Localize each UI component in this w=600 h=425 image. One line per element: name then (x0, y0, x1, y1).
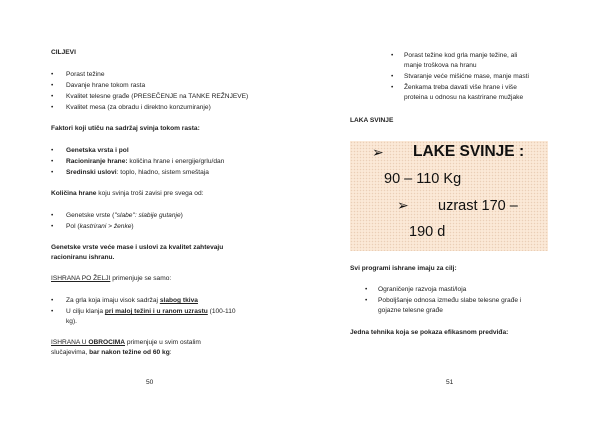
quantity-item: Genetske vrste ("slabe": slabije gutanje) (66, 212, 183, 219)
program-item-continuation: gojazne telesne građe (378, 307, 443, 314)
bullet-icon: • (51, 93, 54, 100)
program-item: Ograničenje razvoja masti/loja (378, 286, 467, 293)
bullet-icon: • (51, 82, 54, 89)
growth-item: Stvaranje veće mišićne mase, manje masti (404, 73, 529, 80)
genetic-paragraph-line: Genetske vrste veće mase i uslovi za kvalitet zahtevaju (51, 244, 224, 251)
goal-item: Porast težine (66, 71, 105, 78)
bullet-icon: • (51, 308, 54, 315)
box-weight: 90 – 110 Kg (384, 171, 462, 187)
arrow-bullet-icon: ➢ (372, 144, 384, 160)
quantity-paragraph: Količina hrane koju svinja troši zavisi pre svega od: (51, 190, 204, 197)
growth-item: Porast težine kod grla manje težine, ali (404, 52, 518, 59)
bullet-icon: • (51, 71, 54, 78)
page-number: 50 (146, 379, 154, 386)
program-item: Poboljšanje odnosa između slabe telesne građe i (378, 297, 522, 304)
box-age: uzrast 170 – (438, 198, 518, 214)
goal-item: Kvalitet telesne građe (PRESEČENJE na TANKE REŽNJEVE) (66, 93, 249, 100)
ad-lib-item: Za grla koja imaju visok sadržaj slabog tkiva (66, 297, 198, 304)
programs-heading: Svi programi ishrane imaju za cilj: (350, 265, 457, 272)
box-title: LAKE SVINJE : (413, 143, 525, 160)
ad-lib-paragraph: ISHRANA PO ŽELJI primenjuje se samo: (51, 275, 172, 282)
ad-lib-item: U cilju klanja pri maloj težini i u ranom uzrastu (100-110 (66, 308, 236, 315)
arrow-bullet-icon: ➢ (397, 197, 409, 213)
section-title: LAKA SVINJE (350, 117, 394, 124)
page-number: 51 (446, 379, 454, 386)
growth-item: Ženkama treba davati više hrane i više (404, 84, 517, 91)
bullet-icon: • (51, 223, 54, 230)
goals-heading: CILJEVI (51, 49, 76, 56)
meals-paragraph-line: slučajevima, bar nakon težine od 60 kg: (51, 349, 172, 356)
genetic-paragraph-line: racioniranu ishranu. (51, 254, 115, 261)
box-age-continuation: 190 d (409, 224, 446, 240)
bullet-icon: • (51, 104, 54, 111)
growth-item-continuation: proteina u odnosu na kastrirane mužjake (404, 94, 524, 101)
meals-paragraph-line: ISHRANA U OBROCIMA primenjuje u svim ostalim (51, 339, 201, 346)
technique-line: Jedna tehnika koja se pokaza efikasnom predviđa: (350, 329, 509, 336)
growth-item-continuation: manje troškova na hranu (404, 62, 477, 69)
goal-item: Kvalitet mesa (za obradu i direktno konzumiranje) (66, 104, 211, 111)
bullet-icon: • (365, 286, 368, 293)
bullet-icon: • (51, 169, 54, 176)
bullet-icon: • (51, 212, 54, 219)
factor-item: Genetska vrsta i pol (66, 147, 129, 154)
bullet-icon: • (391, 84, 394, 91)
factors-heading: Faktori koji utiču na sadržaj svinja tokom rasta: (51, 125, 200, 132)
bullet-icon: • (391, 52, 394, 59)
light-pigs-highlight-box (350, 141, 548, 251)
factor-item: Sredinski uslovi: toplo, hladno, sistem smeštaja (66, 169, 209, 176)
bullet-icon: • (51, 158, 54, 165)
bullet-icon: • (391, 73, 394, 80)
factor-item: Racioniranje hrane: količina hrane i energije/grlu/dan (66, 158, 225, 165)
quantity-item: Pol (kastrirani > ženke) (66, 223, 134, 230)
ad-lib-item-continuation: kg). (66, 318, 77, 325)
bullet-icon: • (51, 147, 54, 154)
bullet-icon: • (365, 297, 368, 304)
goal-item: Davanje hrane tokom rasta (66, 82, 146, 89)
bullet-icon: • (51, 297, 54, 304)
right-page (300, 0, 600, 425)
